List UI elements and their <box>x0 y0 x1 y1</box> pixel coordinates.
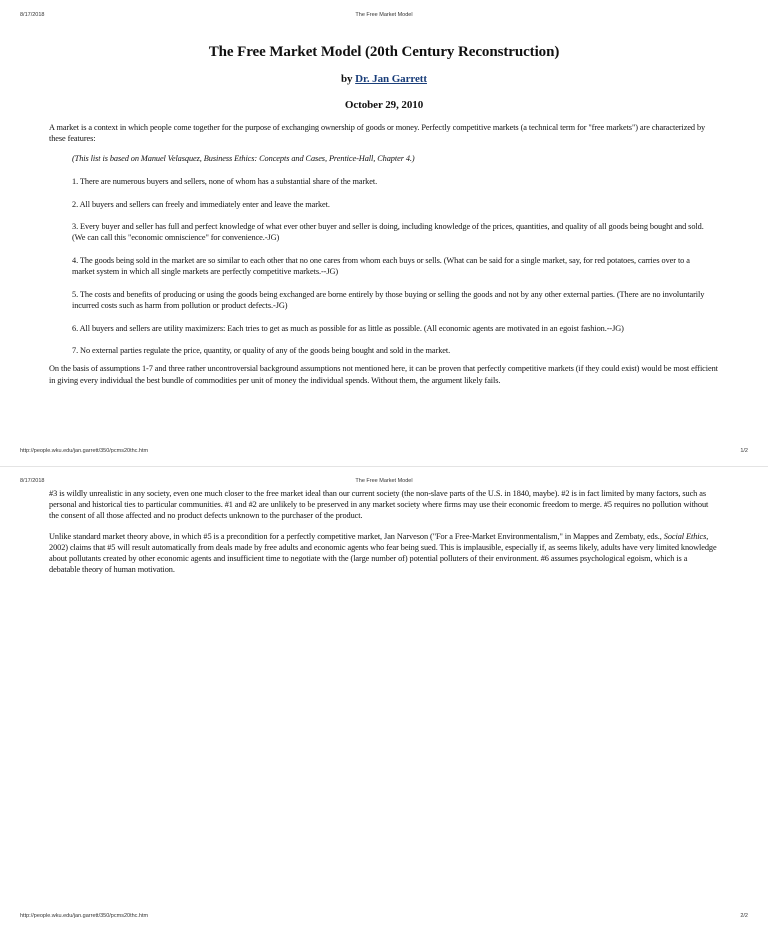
page-2-content <box>49 488 719 584</box>
basis-paragraph: On the basis of assumptions 1-7 and three rather uncontroversial background assumptions not mentioned here, it can be proven that perfectly competitive markets (if they could exist) would be most efficient in giving every individual the best bundle of commodities per unit of money the individual spends. Without them, the argument likely fails. <box>49 364 718 385</box>
byline <box>49 72 719 86</box>
print-url: http://people.wku.edu/jan.garrett/350/pcms20thc.htm <box>20 448 149 454</box>
critique-text-b: , 2002) claims that #5 will result automatically from deals made by free adults and economic agents who fear being sued. This is implausible, especially if, as seems likely, adults have very limited knowledge about pollutants created by other economic agents and insufficient time to negotiate with the (large number of) potential polluters of their environment. #6 assumes psychological egoism, which is a debatable theory of human motivation. <box>49 531 717 575</box>
feature-item: 5. The costs and benefits of producing or using the goods being exchanged are borne entirely by those buying or selling the goods and not by any other external parties. (There are no involuntarily incurred costs such as harm from pollution or product defects.-JG) <box>72 289 705 310</box>
feature-item: 4. The goods being sold in the market are so similar to each other that no one cares from whom each buys or sells. (What can be said for a single market, say, for red potatoes, carries over to a market system in which all single markets are perfectly competitive markets.--JG) <box>72 255 690 277</box>
print-page-number: 1/2 <box>740 448 748 454</box>
critique-paragraph-2 <box>49 531 719 576</box>
feature-item: 7. No external parties regulate the price, quantity, or quality of any of the goods being bought and sold in the market. <box>72 346 451 356</box>
page-1-content <box>49 42 719 395</box>
feature-item: 6. All buyers and sellers are utility maximizers: Each tries to get as much as possible for as little as possible. (All economic agents are motivated in an egoist fashion.--JG) <box>72 323 624 333</box>
print-url: http://people.wku.edu/jan.garrett/350/pcms20thc.htm <box>20 913 149 919</box>
intro-paragraph: A market is a context in which people come together for the purpose of exchanging ownership of goods or money. Perfectly competitive markets (a technical term for "free markets") are characterized by these features: <box>49 123 706 144</box>
page-divider <box>0 466 768 467</box>
feature-item: 3. Every buyer and seller has full and perfect knowledge of what ever other buyer and seller is doing, including knowledge of the prices, quantities, and quality of all goods being bought and sold. (We can call this "economic omniscience" for convenience.-JG) <box>72 222 704 243</box>
print-page-title: The Free Market Model <box>355 478 413 484</box>
print-page-title: The Free Market Model <box>355 12 413 18</box>
source-note: (This list is based on Manuel Velasquez, Business Ethics: Concepts and Cases, Prentice-Hall, Chapter 4.) <box>72 154 415 164</box>
article-title: The Free Market Model (20th Century Reconstruction) <box>208 44 560 60</box>
book-title: Social Ethics <box>663 531 707 541</box>
article-date: October 29, 2010 <box>344 99 424 111</box>
author-link[interactable]: Dr. Jan Garrett <box>355 73 427 85</box>
print-date: 8/17/2018 <box>20 478 45 484</box>
feature-item: 1. There are numerous buyers and sellers, none of whom has a substantial share of the market. <box>72 177 378 186</box>
feature-item: 2. All buyers and sellers can freely and immediately enter and leave the market. <box>72 199 330 209</box>
print-date: 8/17/2018 <box>20 12 45 18</box>
critique-text-a: Unlike standard market theory above, in which #5 is a precondition for a perfectly competitive market, Jan Narveson ("For a Free-Market Environmentalism," in Mappes and Zembaty, eds., <box>49 531 664 541</box>
print-page-number: 2/2 <box>740 913 748 919</box>
by-label: by <box>341 73 356 85</box>
critique-paragraph-1: #3 is wildly unrealistic in any society, even one much closer to the free market ideal than our current society (the non-slave parts of the U.S. in 1840, maybe). #2 is in fact limited by many factors, such as personal and historical ties to particular communities. #1 and #2 are unlikely to be preserved in any market society where firms may use their economic freedom to merge. #5 requires no pollution without the consent of all those affected and no product defects unknown to the purchaser of the product. <box>49 489 709 521</box>
features-list <box>72 153 712 356</box>
